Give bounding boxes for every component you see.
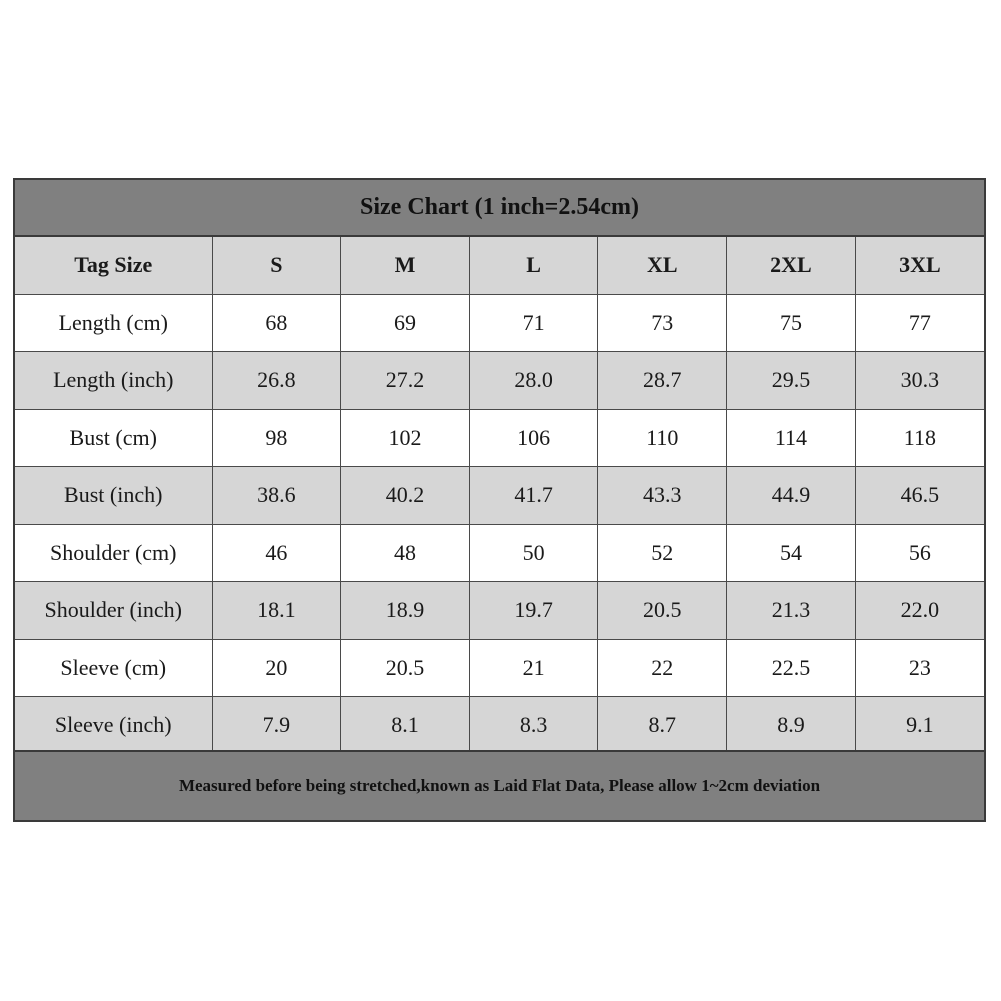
table-cell: 8.7 (598, 697, 727, 755)
table-row (15, 582, 984, 640)
row-label: Shoulder (inch) (15, 582, 212, 640)
table-cell: 73 (598, 294, 727, 352)
size-table (15, 237, 984, 755)
table-cell: 20 (212, 639, 341, 697)
table-cell: 20.5 (341, 639, 470, 697)
chart-footer-note: Measured before being stretched,known as Laid Flat Data, Please allow 1~2cm deviation (15, 750, 984, 820)
table-cell: 56 (855, 524, 984, 582)
header-cell: L (469, 237, 598, 294)
row-label: Shoulder (cm) (15, 524, 212, 582)
table-cell: 22 (598, 639, 727, 697)
table-row (15, 409, 984, 467)
row-label: Sleeve (cm) (15, 639, 212, 697)
header-cell: M (341, 237, 470, 294)
table-cell: 21 (469, 639, 598, 697)
table-cell: 22.5 (727, 639, 856, 697)
size-chart (13, 178, 986, 822)
header-cell: S (212, 237, 341, 294)
table-cell: 28.0 (469, 352, 598, 410)
table-cell: 118 (855, 409, 984, 467)
table-cell: 54 (727, 524, 856, 582)
table-cell: 8.1 (341, 697, 470, 755)
table-cell: 9.1 (855, 697, 984, 755)
table-cell: 18.9 (341, 582, 470, 640)
table-cell: 68 (212, 294, 341, 352)
table-cell: 46 (212, 524, 341, 582)
table-row (15, 524, 984, 582)
table-cell: 18.1 (212, 582, 341, 640)
table-row (15, 467, 984, 525)
header-cell: 3XL (855, 237, 984, 294)
table-cell: 106 (469, 409, 598, 467)
table-cell: 28.7 (598, 352, 727, 410)
row-label: Length (cm) (15, 294, 212, 352)
table-cell: 22.0 (855, 582, 984, 640)
table-cell: 75 (727, 294, 856, 352)
row-label: Length (inch) (15, 352, 212, 410)
table-cell: 52 (598, 524, 727, 582)
table-cell: 7.9 (212, 697, 341, 755)
table-cell: 23 (855, 639, 984, 697)
table-cell: 27.2 (341, 352, 470, 410)
row-label: Bust (cm) (15, 409, 212, 467)
table-cell: 20.5 (598, 582, 727, 640)
table-cell: 41.7 (469, 467, 598, 525)
table-cell: 114 (727, 409, 856, 467)
table-cell: 8.9 (727, 697, 856, 755)
table-cell: 50 (469, 524, 598, 582)
table-cell: 21.3 (727, 582, 856, 640)
table-cell: 77 (855, 294, 984, 352)
table-cell: 48 (341, 524, 470, 582)
table-cell: 40.2 (341, 467, 470, 525)
row-label: Sleeve (inch) (15, 697, 212, 755)
table-cell: 71 (469, 294, 598, 352)
table-cell: 98 (212, 409, 341, 467)
header-cell: Tag Size (15, 237, 212, 294)
table-cell: 69 (341, 294, 470, 352)
table-row (15, 294, 984, 352)
table-header-row (15, 237, 984, 294)
header-cell: 2XL (727, 237, 856, 294)
table-cell: 30.3 (855, 352, 984, 410)
table-row (15, 352, 984, 410)
row-label: Bust (inch) (15, 467, 212, 525)
table-cell: 110 (598, 409, 727, 467)
table-cell: 19.7 (469, 582, 598, 640)
header-cell: XL (598, 237, 727, 294)
chart-title: Size Chart (1 inch=2.54cm) (15, 180, 984, 237)
table-cell: 8.3 (469, 697, 598, 755)
table-row (15, 639, 984, 697)
table-cell: 29.5 (727, 352, 856, 410)
table-cell: 44.9 (727, 467, 856, 525)
table-cell: 43.3 (598, 467, 727, 525)
table-cell: 26.8 (212, 352, 341, 410)
table-cell: 102 (341, 409, 470, 467)
table-cell: 46.5 (855, 467, 984, 525)
table-row (15, 697, 984, 755)
table-cell: 38.6 (212, 467, 341, 525)
